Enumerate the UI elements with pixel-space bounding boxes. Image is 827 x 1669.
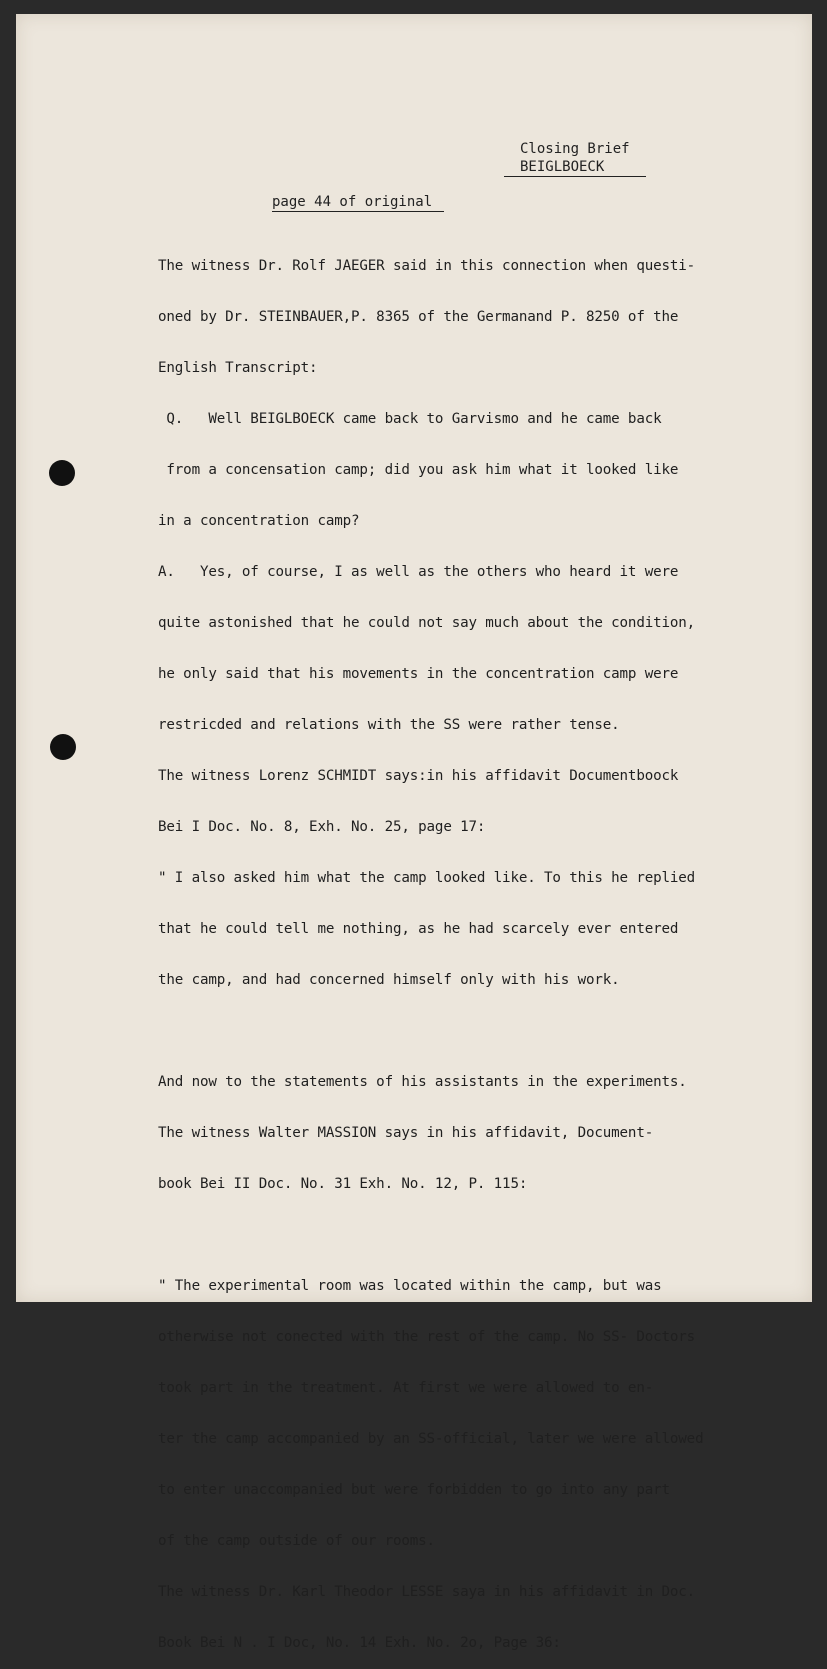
text-line: oned by Dr. STEINBAUER,P. 8365 of the Germanand P. 8250 of the — [158, 309, 679, 325]
text-line: the camp, and had concerned himself only with his work. — [158, 972, 620, 988]
punch-hole-top — [49, 460, 75, 486]
header-subject: BEIGLBOECK — [504, 158, 646, 177]
text-line: took part in the treatment. At first we were allowed to en- — [158, 1380, 654, 1396]
text-line: in a concentration camp? — [158, 513, 360, 529]
text-line: he only said that his movements in the concentration camp were — [158, 666, 679, 682]
text-line: " I also asked him what the camp looked like. To this he replied — [158, 870, 696, 886]
punch-hole-bottom — [50, 734, 76, 760]
text-line: Book Bei N . I Doc, No. 14 Exh. No. 2o, Page 36: — [158, 1635, 561, 1651]
text-line: And now to the statements of his assistants in the experiments. — [158, 1074, 687, 1090]
text-line: otherwise not conected with the rest of the camp. No SS- Doctors — [158, 1329, 696, 1345]
text-line: that he could tell me nothing, as he had scarcely ever entered — [158, 921, 679, 937]
document-header — [520, 140, 646, 177]
text-line: A. Yes, of course, I as well as the others who heard it were — [158, 564, 679, 580]
text-line: book Bei II Doc. No. 31 Exh. No. 12, P. 115: — [158, 1176, 528, 1192]
text-line: of the camp outside of our rooms. — [158, 1533, 435, 1549]
text-line: from a concensation camp; did you ask him what it looked like — [158, 462, 679, 478]
text-line: English Transcript: — [158, 360, 318, 376]
header-title: Closing Brief — [520, 141, 630, 157]
text-line: Q. Well BEIGLBOECK came back to Garvismo and he came back — [158, 411, 662, 427]
text-line: quite astonished that he could not say much about the condition, — [158, 615, 696, 631]
text-line: Bei I Doc. No. 8, Exh. No. 25, page 17: — [158, 819, 486, 835]
text-line: The witness Lorenz SCHMIDT says:in his affidavit Documentboock — [158, 768, 679, 784]
text-line: The witness Walter MASSION says in his affidavit, Document- — [158, 1125, 654, 1141]
text-line: restricded and relations with the SS were rather tense. — [158, 717, 620, 733]
document-body — [158, 224, 718, 1669]
paragraph-gap — [158, 1227, 718, 1244]
text-line: The witness Dr. Karl Theodor LESSE saya in his affidavit in Doc. — [158, 1584, 696, 1600]
paragraph-gap — [158, 1023, 718, 1040]
text-line: " The experimental room was located within the camp, but was — [158, 1278, 662, 1294]
page-reference: page 44 of original — [272, 194, 444, 212]
text-line: The witness Dr. Rolf JAEGER said in this connection when questi- — [158, 258, 696, 274]
text-line: to enter unaccompanied but were forbidden to go into any part — [158, 1482, 670, 1498]
text-line: ter the camp accompanied by an SS-official, later we were allowed — [158, 1431, 704, 1447]
